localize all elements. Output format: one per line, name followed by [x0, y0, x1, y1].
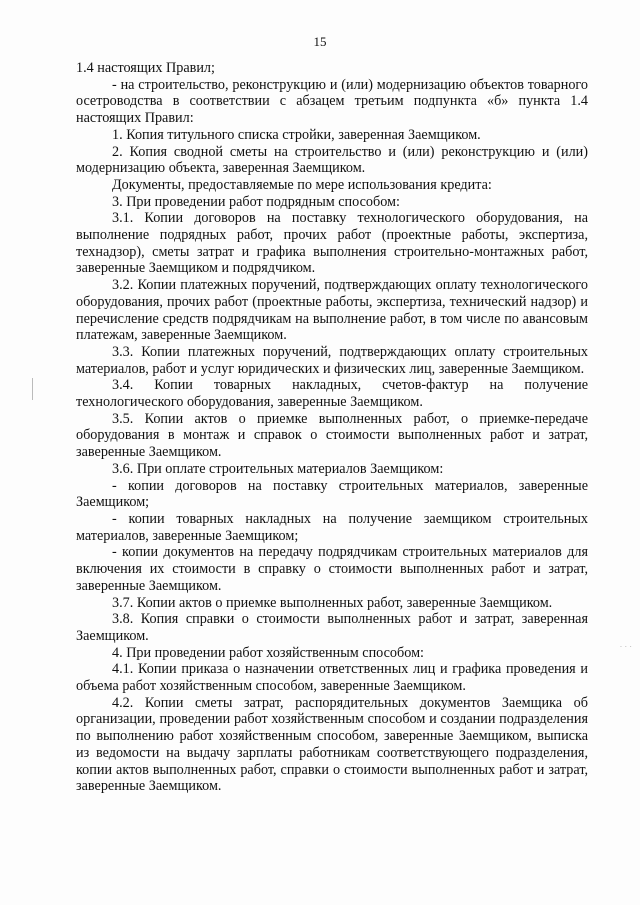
paragraph: Документы, предоставляемые по мере использования кредита:	[112, 176, 492, 193]
paragraph: 3.5. Копии актов о приемке выполненных работ, о приемке-передаче оборудования в монтаж и справок о стоимости выполненных работ и затрат, заверенные Заемщиком.	[76, 410, 588, 461]
paragraph: 4. При проведении работ хозяйственным способом:	[112, 644, 424, 661]
paragraph: 1. Копия титульного списка стройки, заверенная Заемщиком.	[112, 126, 481, 143]
paragraph: 3.3. Копии платежных поручений, подтверждающих оплату строительных материалов, работ и услуг юридических и физических лиц, заверенные Заемщиком.	[76, 343, 588, 377]
paragraph: 4.2. Копии сметы затрат, распорядительных документов Заемщика об организации, проведении работ хозяйственным способом и создании подразделения по выполнению работ хозяйственным способом, заверенные Заемщиком, выписка из ведомости на выдачу зарплаты работникам соответствующего подразделения, копии актов выполненных работ, справки о стоимости выполненных работ и затрат, заверенные Заемщиком.	[76, 694, 588, 795]
document-body	[76, 60, 588, 795]
paragraph: 3.8. Копия справки о стоимости выполненных работ и затрат, заверенная Заемщиком.	[76, 611, 588, 644]
paragraph: 3.7. Копии актов о приемке выполненных работ, заверенные Заемщиком.	[112, 594, 553, 611]
paragraph: 1.4 настоящих Правил;	[76, 60, 215, 76]
paragraph: 4.1. Копии приказа о назначении ответственных лиц и графика проведения и объема работ хозяйственным способом, заверенные Заемщиком.	[76, 661, 588, 695]
paragraph: 3. При проведении работ подрядным способом:	[112, 193, 400, 210]
paragraph: 3.2. Копии платежных поручений, подтверждающих оплату технологического оборудования, прочих работ (проектные работы, экспертиза, технический надзор) и перечисление средств подрядчикам на выполнение работ, в том числе по авансовым платежам, заверенные Заемщиком.	[76, 277, 588, 344]
paragraph: - копии договоров на поставку строительных материалов, заверенные Заемщиком;	[76, 477, 588, 511]
scan-margin-mark	[32, 378, 33, 400]
paragraph: 3.1. Копии договоров на поставку технологического оборудования, на выполнение подрядных работ, прочих работ (проектные работы, экспертиза, технадзор), сметы затрат и графика выполнения строительно-монтажных работ, заверенные Заемщиком и подрядчиком.	[76, 210, 588, 277]
scan-artifact-dots: · · ·	[619, 642, 632, 651]
paragraph: 3.4. Копии товарных накладных, счетов-фактур на получение технологического оборудования, заверенные Заемщиком.	[76, 377, 588, 411]
paragraph: 2. Копия сводной сметы на строительство и (или) реконструкцию и (или) модернизацию объекта, заверенная Заемщиком.	[76, 143, 588, 177]
paragraph: - копии документов на передачу подрядчикам строительных материалов для включения их стоимости в справку о стоимости выполненных работ и затрат, заверенные Заемщиком.	[76, 544, 588, 594]
paragraph: - копии товарных накладных на получение заемщиком строительных материалов, заверенные Заемщиком;	[76, 510, 588, 544]
paragraph: - на строительство, реконструкцию и (или) модернизацию объектов товарного осетроводства в соответствии с абзацем третьим подпункта «б» пункта 1.4 настоящих Правил:	[76, 76, 588, 127]
page-number: 15	[313, 34, 327, 49]
paragraph: 3.6. При оплате строительных материалов Заемщиком:	[112, 460, 444, 477]
